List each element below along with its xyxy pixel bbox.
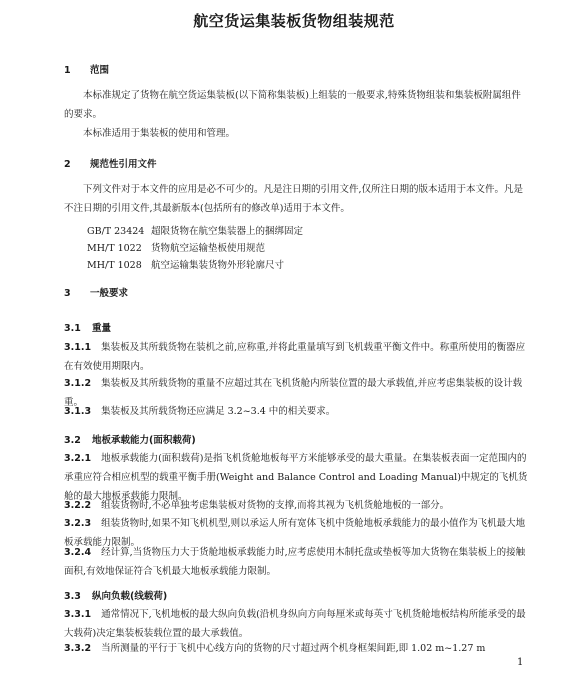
- clause-3-2-2: [64, 496, 530, 515]
- reference-item: [87, 223, 303, 237]
- section-title: 一般要求: [90, 288, 129, 299]
- clause-3-2-4: [64, 543, 530, 581]
- clause-number: 3.3.1: [64, 609, 92, 620]
- section-title: 纵向负载(线载荷): [92, 591, 168, 602]
- clause-text: 组装货物时,如果不知飞机机型,则以承运人所有宽体飞机中货舱地板承载能力的最小值作为飞机最大地板承载能力限制。: [64, 518, 526, 548]
- section-number: 3.2: [64, 435, 81, 446]
- subsection-heading-3-1: [64, 320, 111, 334]
- reference-title: 货物航空运输垫板使用规范: [151, 243, 266, 254]
- section-number: 3: [64, 288, 71, 299]
- reference-code: MH/T 1022: [87, 243, 142, 254]
- reference-code: MH/T 1028: [87, 260, 142, 271]
- section-heading-3: [64, 285, 128, 299]
- section-number: 1: [64, 65, 71, 76]
- clause-text: 当所测量的平行于飞机中心线方向的货物的尺寸超过两个机身框架间距,即 1.02 m~1.27 m: [101, 643, 486, 654]
- clause-number: 3.2.4: [64, 547, 92, 558]
- clause-text: 集装板及其所载货物还应满足 3.2~3.4 中的相关要求。: [101, 406, 336, 417]
- clause-number: 3.1.2: [64, 378, 92, 389]
- reference-code: GB/T 23424: [87, 226, 145, 237]
- reference-item: [87, 240, 265, 254]
- clause-3-1-3: [64, 402, 530, 421]
- clause-text: 经计算,当货物压力大于货舱地板承载能力时,应考虑使用木制托盘或垫板等加大货物在集装板上的接触面积,有效地保证符合飞机最大地板承载能力限制。: [64, 547, 526, 577]
- paragraph-refs-intro: [64, 180, 530, 218]
- section-title: 规范性引用文件: [90, 159, 157, 170]
- reference-item: [87, 257, 284, 271]
- reference-title: 航空运输集装货物外形轮廓尺寸: [151, 260, 285, 271]
- section-number: 3.3: [64, 591, 81, 602]
- clause-number: 3.2.1: [64, 453, 92, 464]
- clause-number: 3.2.2: [64, 500, 92, 511]
- clause-number: 3.1.3: [64, 406, 92, 417]
- clause-number: 3.3.2: [64, 643, 92, 654]
- clause-text: 集装板及其所载货物的重量不应超过其在飞机货舱内所装位置的最大承载值,并应考虑集装板的设计载重。: [64, 378, 523, 408]
- subsection-heading-3-2: [64, 432, 196, 446]
- page-number: 1: [517, 657, 524, 668]
- section-title: 地板承载能力(面积载荷): [92, 435, 196, 446]
- paragraph-text: 本标准适用于集装板的使用和管理。: [83, 128, 236, 139]
- section-heading-2: [64, 156, 157, 170]
- paragraph-scope-2: [64, 124, 530, 143]
- section-number: 3.1: [64, 323, 81, 334]
- clause-text: 地板承载能力(面积载荷)是指飞机货舱地板每平方米能够承受的最大重量。在集装板表面一定范围内的承重应符合相应机型的载重平衡手册(Weight and Balance Control and Loading Manual)中规定的飞机货舱的最大地板承载能力限制。: [64, 453, 528, 502]
- paragraph-text: 下列文件对于本文件的应用是必不可少的。凡是注日期的引用文件,仅所注日期的版本适用于本文件。凡是不注日期的引用文件,其最新版本(包括所有的修改单)适用于本文件。: [64, 184, 524, 214]
- section-title: 范围: [90, 65, 110, 76]
- subsection-heading-3-3: [64, 588, 167, 602]
- clause-3-1-1: [64, 338, 530, 376]
- clause-number: 3.2.3: [64, 518, 92, 529]
- section-title: 重量: [92, 323, 112, 334]
- document-title: 航空货运集装板货物组装规范: [193, 12, 395, 30]
- section-number: 2: [64, 159, 71, 170]
- clause-number: 3.1.1: [64, 342, 92, 353]
- paragraph-text: 本标准规定了货物在航空货运集装板(以下简称集装板)上组装的一般要求,特殊货物组装和集装板附属组件的要求。: [64, 90, 521, 120]
- clause-3-3-1: [64, 605, 530, 643]
- clause-text: 集装板及其所载货物在装机之前,应称重,并将此重量填写到飞机载重平衡文件中。称重所使用的衡器应在有效使用期限内。: [64, 342, 526, 372]
- clause-text: 组装货物时,不必单独考虑集装板对货物的支撑,而将其视为飞机货舱地板的一部分。: [101, 500, 450, 511]
- section-heading-1: [64, 62, 109, 76]
- clause-3-3-2: [64, 639, 530, 658]
- paragraph-scope-1: [64, 86, 530, 124]
- clause-text: 通常情况下,飞机地板的最大纵向负载(沿机身纵向方向每厘米或每英寸飞机货舱地板结构所能承受的最大载荷)决定集装板装载位置的最大承载值。: [64, 609, 526, 639]
- reference-title: 超限货物在航空集装器上的捆绑固定: [151, 226, 304, 237]
